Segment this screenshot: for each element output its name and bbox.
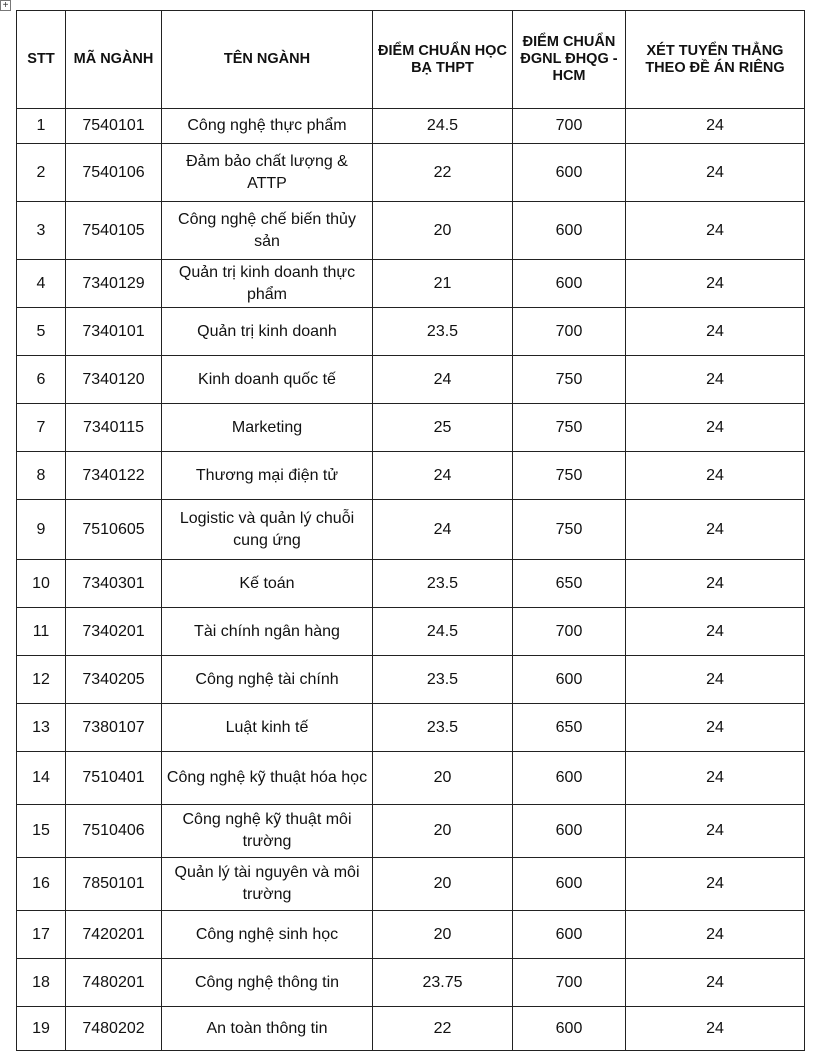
cell-stt: 7 <box>17 404 66 452</box>
cell-stt: 15 <box>17 805 66 858</box>
cell-xet-tuyen: 24 <box>626 608 805 656</box>
cell-ten-nganh: Công nghệ chế biến thủy sản <box>162 202 373 260</box>
cell-hoc-ba: 23.75 <box>373 959 513 1007</box>
cell-dgnl: 600 <box>513 202 626 260</box>
cell-xet-tuyen: 24 <box>626 752 805 805</box>
cell-stt: 19 <box>17 1007 66 1051</box>
cell-ma-nganh: 7340301 <box>66 560 162 608</box>
table-row <box>17 500 805 560</box>
cell-dgnl: 600 <box>513 1007 626 1051</box>
cell-hoc-ba: 25 <box>373 404 513 452</box>
cell-stt: 11 <box>17 608 66 656</box>
cell-dgnl: 700 <box>513 959 626 1007</box>
cell-stt: 10 <box>17 560 66 608</box>
cell-xet-tuyen: 24 <box>626 805 805 858</box>
cell-hoc-ba: 22 <box>373 1007 513 1051</box>
cell-dgnl: 600 <box>513 656 626 704</box>
cell-dgnl: 600 <box>513 911 626 959</box>
table-row <box>17 858 805 911</box>
table-row <box>17 356 805 404</box>
cell-ten-nganh: Luật kinh tế <box>162 704 373 752</box>
table-header-row <box>17 11 805 109</box>
cell-ma-nganh: 7340115 <box>66 404 162 452</box>
cell-stt: 16 <box>17 858 66 911</box>
cell-ma-nganh: 7850101 <box>66 858 162 911</box>
cell-ma-nganh: 7340122 <box>66 452 162 500</box>
table-row <box>17 752 805 805</box>
cell-ten-nganh: Công nghệ sinh học <box>162 911 373 959</box>
cell-hoc-ba: 24.5 <box>373 608 513 656</box>
cell-ma-nganh: 7340205 <box>66 656 162 704</box>
cell-stt: 2 <box>17 144 66 202</box>
table-row <box>17 308 805 356</box>
table-body <box>17 109 805 1051</box>
cell-ma-nganh: 7540106 <box>66 144 162 202</box>
cell-ma-nganh: 7380107 <box>66 704 162 752</box>
cell-hoc-ba: 22 <box>373 144 513 202</box>
cell-ten-nganh: Quản trị kinh doanh <box>162 308 373 356</box>
header-ten-nganh: TÊN NGÀNH <box>162 11 373 109</box>
cell-stt: 8 <box>17 452 66 500</box>
cell-ten-nganh: Công nghệ thông tin <box>162 959 373 1007</box>
cell-ma-nganh: 7540101 <box>66 109 162 144</box>
cell-ma-nganh: 7480202 <box>66 1007 162 1051</box>
cell-ten-nganh: Thương mại điện tử <box>162 452 373 500</box>
cell-xet-tuyen: 24 <box>626 144 805 202</box>
cell-xet-tuyen: 24 <box>626 202 805 260</box>
table-row <box>17 704 805 752</box>
cell-ten-nganh: Công nghệ kỹ thuật môi trường <box>162 805 373 858</box>
header-dgnl: ĐIỂM CHUẨN ĐGNL ĐHQG - HCM <box>513 11 626 109</box>
cell-ma-nganh: 7510406 <box>66 805 162 858</box>
table-row <box>17 911 805 959</box>
cell-ten-nganh: An toàn thông tin <box>162 1007 373 1051</box>
table-row <box>17 1007 805 1051</box>
cell-stt: 1 <box>17 109 66 144</box>
cell-dgnl: 600 <box>513 144 626 202</box>
cell-stt: 6 <box>17 356 66 404</box>
cell-xet-tuyen: 24 <box>626 404 805 452</box>
cell-ma-nganh: 7540105 <box>66 202 162 260</box>
table-row <box>17 202 805 260</box>
cell-ma-nganh: 7510605 <box>66 500 162 560</box>
cell-stt: 5 <box>17 308 66 356</box>
cell-hoc-ba: 24 <box>373 500 513 560</box>
cell-xet-tuyen: 24 <box>626 959 805 1007</box>
cell-ten-nganh: Công nghệ thực phẩm <box>162 109 373 144</box>
cell-hoc-ba: 24.5 <box>373 109 513 144</box>
cell-stt: 17 <box>17 911 66 959</box>
cell-ten-nganh: Logistic và quản lý chuỗi cung ứng <box>162 500 373 560</box>
cell-dgnl: 700 <box>513 608 626 656</box>
cell-hoc-ba: 23.5 <box>373 560 513 608</box>
cell-xet-tuyen: 24 <box>626 858 805 911</box>
table-row <box>17 404 805 452</box>
cell-ma-nganh: 7340201 <box>66 608 162 656</box>
cell-ten-nganh: Quản lý tài nguyên và môi trường <box>162 858 373 911</box>
cell-stt: 4 <box>17 260 66 308</box>
header-hoc-ba: ĐIỂM CHUẨN HỌC BẠ THPT <box>373 11 513 109</box>
cell-xet-tuyen: 24 <box>626 704 805 752</box>
table-move-handle-icon[interactable]: + <box>0 0 11 11</box>
cell-ten-nganh: Kế toán <box>162 560 373 608</box>
cell-xet-tuyen: 24 <box>626 452 805 500</box>
cell-xet-tuyen: 24 <box>626 656 805 704</box>
cell-ma-nganh: 7340101 <box>66 308 162 356</box>
cell-stt: 13 <box>17 704 66 752</box>
table-row <box>17 656 805 704</box>
cell-xet-tuyen: 24 <box>626 1007 805 1051</box>
cell-ma-nganh: 7340120 <box>66 356 162 404</box>
cell-ma-nganh: 7480201 <box>66 959 162 1007</box>
cell-stt: 12 <box>17 656 66 704</box>
table-row <box>17 805 805 858</box>
cell-ten-nganh: Tài chính ngân hàng <box>162 608 373 656</box>
cell-hoc-ba: 20 <box>373 911 513 959</box>
cell-ma-nganh: 7420201 <box>66 911 162 959</box>
cell-xet-tuyen: 24 <box>626 260 805 308</box>
cell-hoc-ba: 20 <box>373 752 513 805</box>
cell-ten-nganh: Kinh doanh quốc tế <box>162 356 373 404</box>
cell-dgnl: 600 <box>513 858 626 911</box>
cell-xet-tuyen: 24 <box>626 356 805 404</box>
table-row <box>17 260 805 308</box>
cell-ma-nganh: 7510401 <box>66 752 162 805</box>
cell-stt: 14 <box>17 752 66 805</box>
cell-dgnl: 600 <box>513 805 626 858</box>
cell-hoc-ba: 23.5 <box>373 308 513 356</box>
cell-hoc-ba: 23.5 <box>373 704 513 752</box>
cell-dgnl: 650 <box>513 704 626 752</box>
cell-ten-nganh: Đảm bảo chất lượng & ATTP <box>162 144 373 202</box>
table-row <box>17 608 805 656</box>
cell-dgnl: 600 <box>513 752 626 805</box>
cell-dgnl: 700 <box>513 308 626 356</box>
cell-ten-nganh: Quản trị kinh doanh thực phẩm <box>162 260 373 308</box>
cell-dgnl: 650 <box>513 560 626 608</box>
cell-dgnl: 600 <box>513 260 626 308</box>
cell-ten-nganh: Công nghệ kỹ thuật hóa học <box>162 752 373 805</box>
cell-dgnl: 750 <box>513 500 626 560</box>
cell-xet-tuyen: 24 <box>626 560 805 608</box>
table-row <box>17 560 805 608</box>
admission-scores-table <box>16 10 805 1051</box>
table-row <box>17 452 805 500</box>
cell-dgnl: 750 <box>513 356 626 404</box>
cell-xet-tuyen: 24 <box>626 911 805 959</box>
cell-ten-nganh: Marketing <box>162 404 373 452</box>
cell-stt: 9 <box>17 500 66 560</box>
header-stt: STT <box>17 11 66 109</box>
cell-xet-tuyen: 24 <box>626 500 805 560</box>
cell-xet-tuyen: 24 <box>626 308 805 356</box>
cell-hoc-ba: 20 <box>373 858 513 911</box>
cell-dgnl: 700 <box>513 109 626 144</box>
cell-hoc-ba: 24 <box>373 356 513 404</box>
table-row <box>17 109 805 144</box>
cell-hoc-ba: 20 <box>373 202 513 260</box>
header-ma-nganh: MÃ NGÀNH <box>66 11 162 109</box>
cell-hoc-ba: 23.5 <box>373 656 513 704</box>
table-row <box>17 144 805 202</box>
header-xet-tuyen: XÉT TUYỂN THẲNG THEO ĐỀ ÁN RIÊNG <box>626 11 805 109</box>
table-row <box>17 959 805 1007</box>
cell-xet-tuyen: 24 <box>626 109 805 144</box>
cell-dgnl: 750 <box>513 452 626 500</box>
cell-stt: 3 <box>17 202 66 260</box>
cell-stt: 18 <box>17 959 66 1007</box>
cell-hoc-ba: 20 <box>373 805 513 858</box>
cell-dgnl: 750 <box>513 404 626 452</box>
cell-ma-nganh: 7340129 <box>66 260 162 308</box>
cell-hoc-ba: 24 <box>373 452 513 500</box>
cell-ten-nganh: Công nghệ tài chính <box>162 656 373 704</box>
cell-hoc-ba: 21 <box>373 260 513 308</box>
